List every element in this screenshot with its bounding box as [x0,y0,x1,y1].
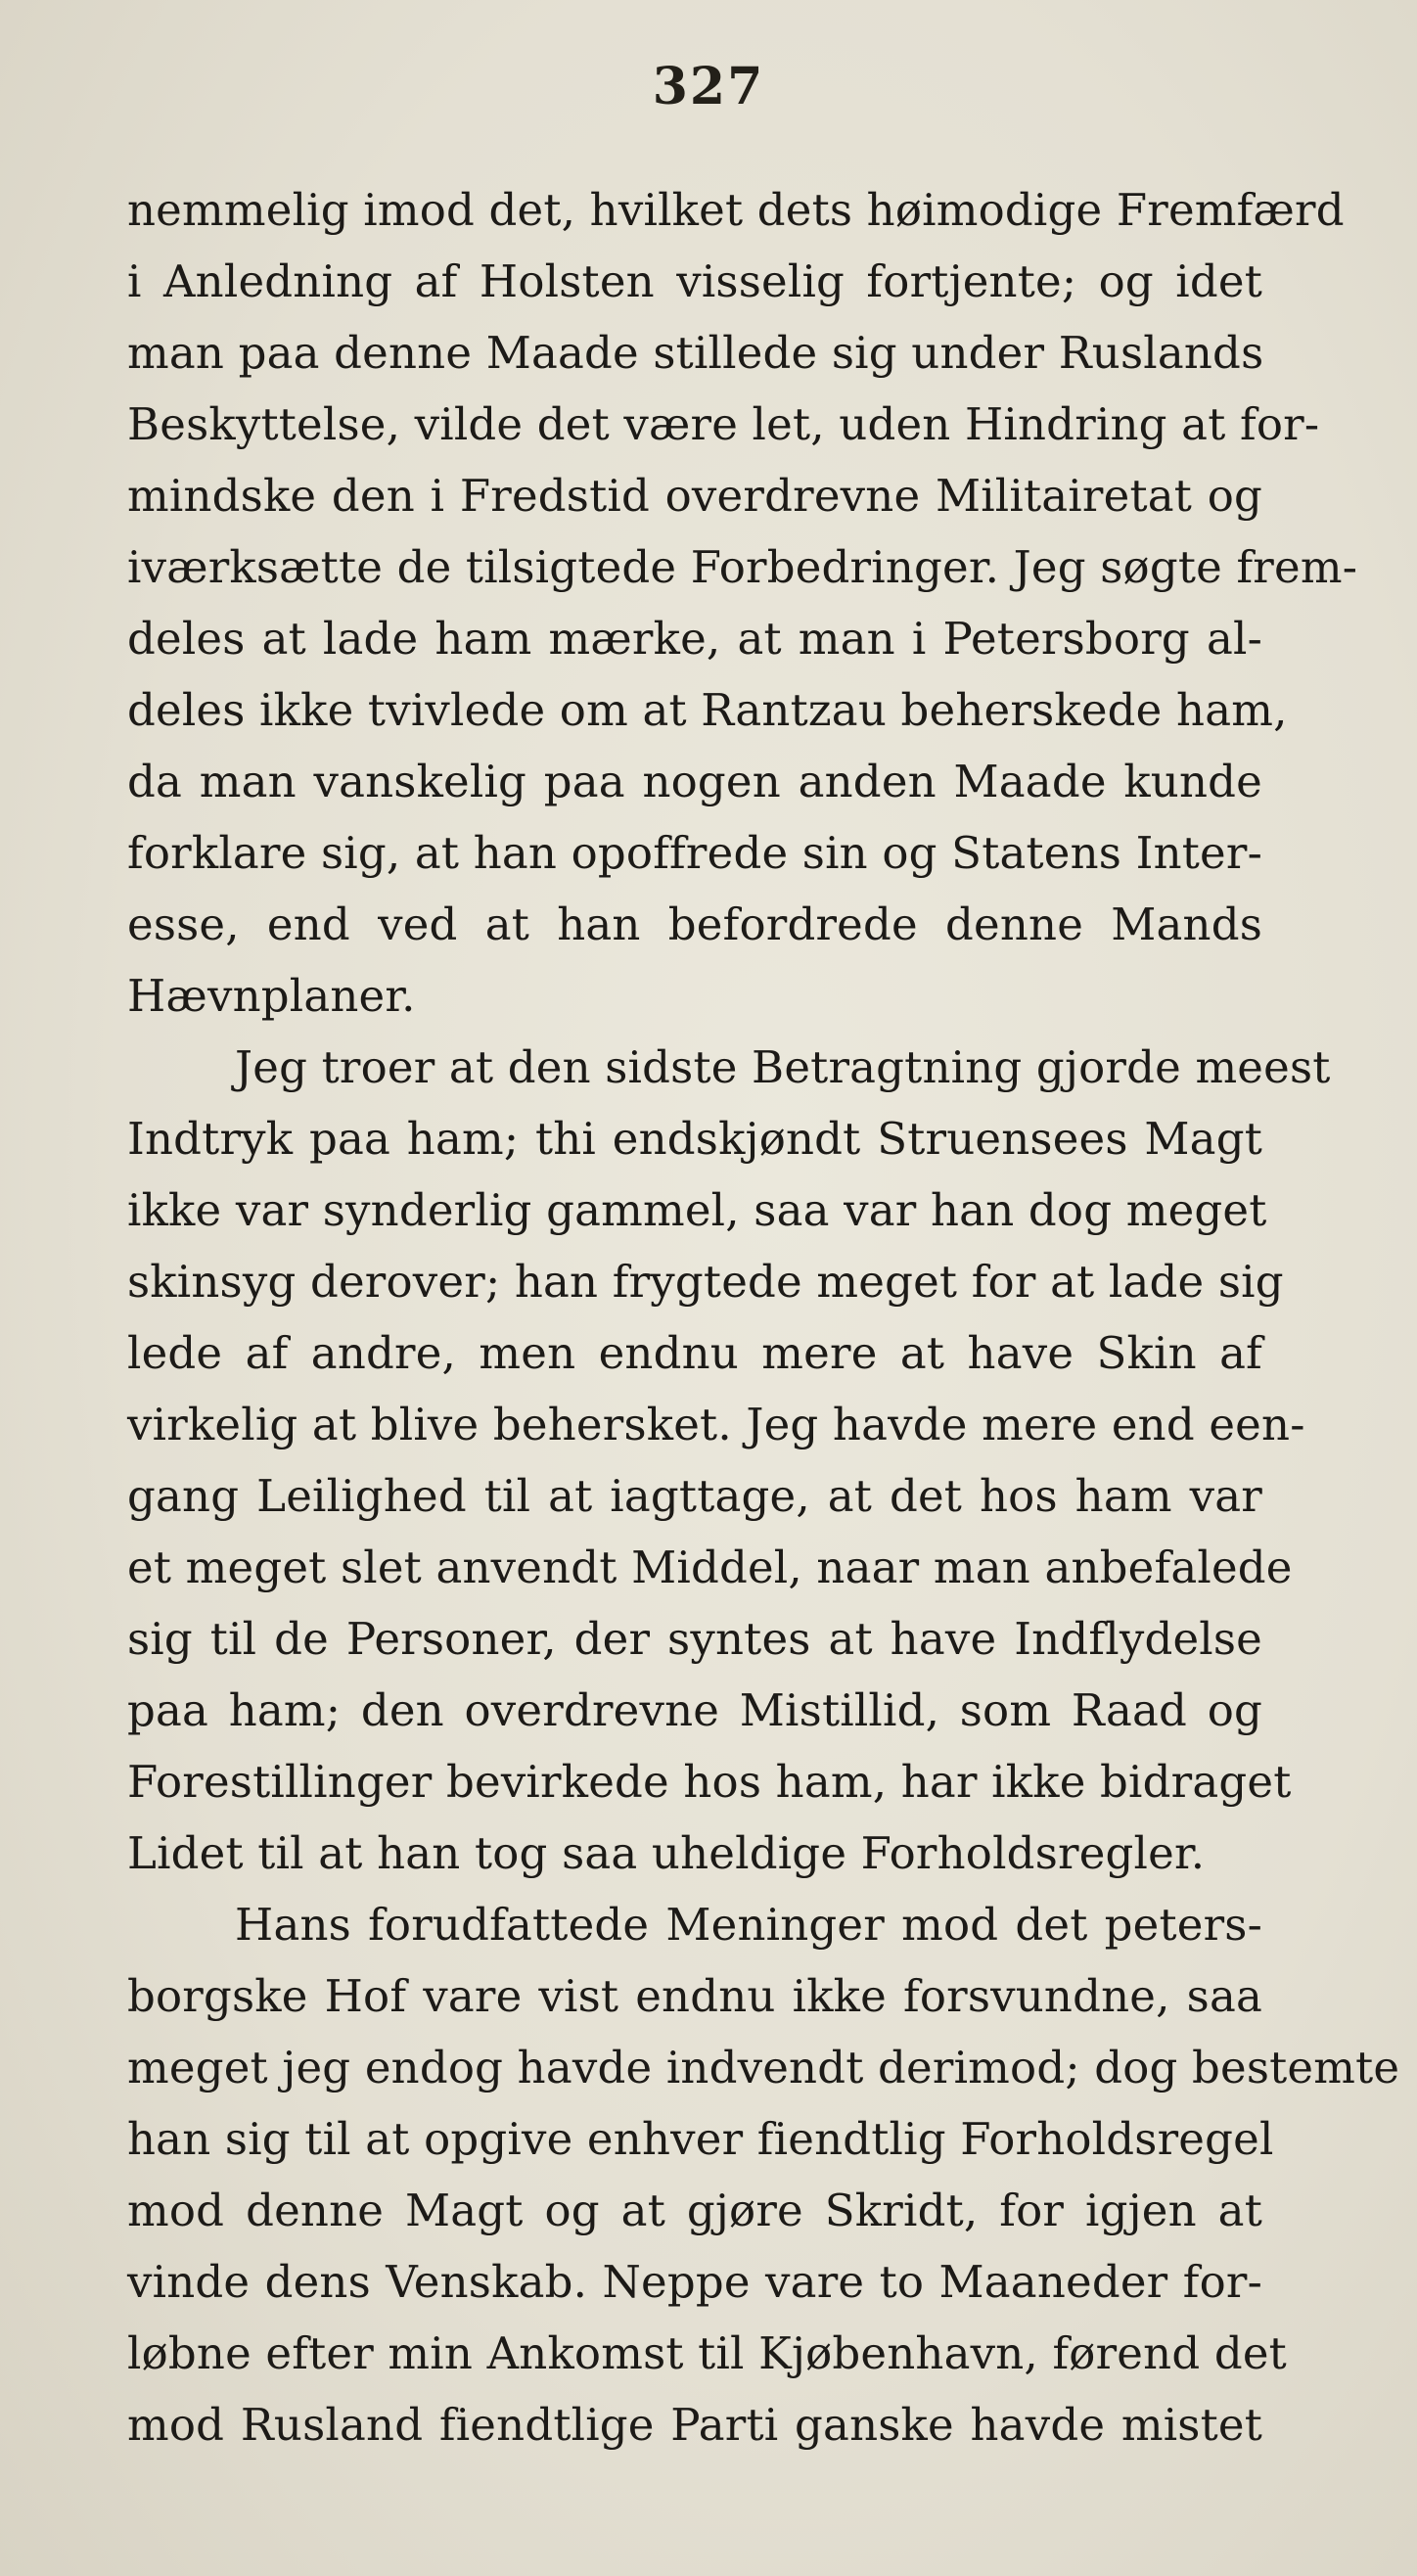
text-line: da man vanskelig paa nogen anden Maade kunde [127,756,1262,807]
text-line: deles at lade ham mærke, at man i Petersborg al- [127,613,1262,665]
text-line: deles ikke tvivlede om at Rantzau beherskede ham, [127,684,1288,736]
text-line: han sig til at opgive enhver fiendtlig Forholdsregel [127,2113,1274,2165]
body-text [127,174,1400,2461]
paragraph-1 [127,174,1358,1032]
text-line: Forestillinger bevirkede hos ham, har ikke bidraget [127,1756,1292,1808]
text-line: forklare sig, at han opoffrede sin og Statens Inter- [127,827,1262,879]
text-line: lede af andre, men endnu mere at have Skin af [127,1327,1262,1379]
text-line: Hævnplaner. [127,970,416,1022]
text-line: løbne efter min Ankomst til Kjøbenhavn, førend det [127,2327,1287,2379]
text-line: sig til de Personer, der syntes at have Indflydelse [127,1613,1262,1665]
text-line: mindske den i Fredstid overdrevne Militairetat og [127,470,1262,522]
paragraph-2 [127,1032,1331,1889]
paragraph-3 [127,1889,1400,2461]
page-number: 327 [652,57,765,116]
text-line: Hans forudfattede Meninger mod det peters- [235,1899,1262,1951]
text-line: vinde dens Venskab. Neppe vare to Maaneder for- [127,2256,1262,2308]
text-line: Indtryk paa ham; thi endskjøndt Struensees Magt [127,1113,1262,1165]
text-line: virkelig at blive behersket. Jeg havde mere end een- [127,1399,1305,1450]
text-line: borgske Hof vare vist endnu ikke forsvundne, saa [127,1970,1262,2022]
text-line: nemmelig imod det, hvilket dets høimodige Fremfærd [127,184,1345,236]
text-line: iværksætte de tilsigtede Forbedringer. Jeg søgte frem- [127,541,1358,593]
text-line: esse, end ved at han befordrede denne Mands [127,898,1262,950]
text-line: ikke var synderlig gammel, saa var han dog meget [127,1184,1267,1236]
text-line: meget jeg endog havde indvendt derimod; dog bestemte [127,2042,1400,2093]
text-line: mod denne Magt og at gjøre Skridt, for igjen at [127,2185,1262,2236]
text-line: gang Leilighed til at iagttage, at det hos ham var [127,1470,1262,1522]
text-line: Lidet til at han tog saa uheldige Forholdsregler. [127,1827,1206,1879]
text-line: man paa denne Maade stillede sig under Ruslands [127,327,1264,379]
text-line: paa ham; den overdrevne Mistillid, som Raad og [127,1684,1262,1736]
text-line: mod Rusland fiendtlige Parti ganske havde mistet [127,2399,1262,2451]
text-line: i Anledning af Holsten visselig fortjente; og idet [127,255,1262,307]
text-line: skinsyg derover; han frygtede meget for at lade sig [127,1256,1284,1308]
text-line: et meget slet anvendt Middel, naar man anbefalede [127,1541,1293,1593]
text-line: Beskyttelse, vilde det være let, uden Hindring at for- [127,398,1320,450]
text-line: Jeg troer at den sidste Betragtning gjorde meest [235,1041,1331,1093]
